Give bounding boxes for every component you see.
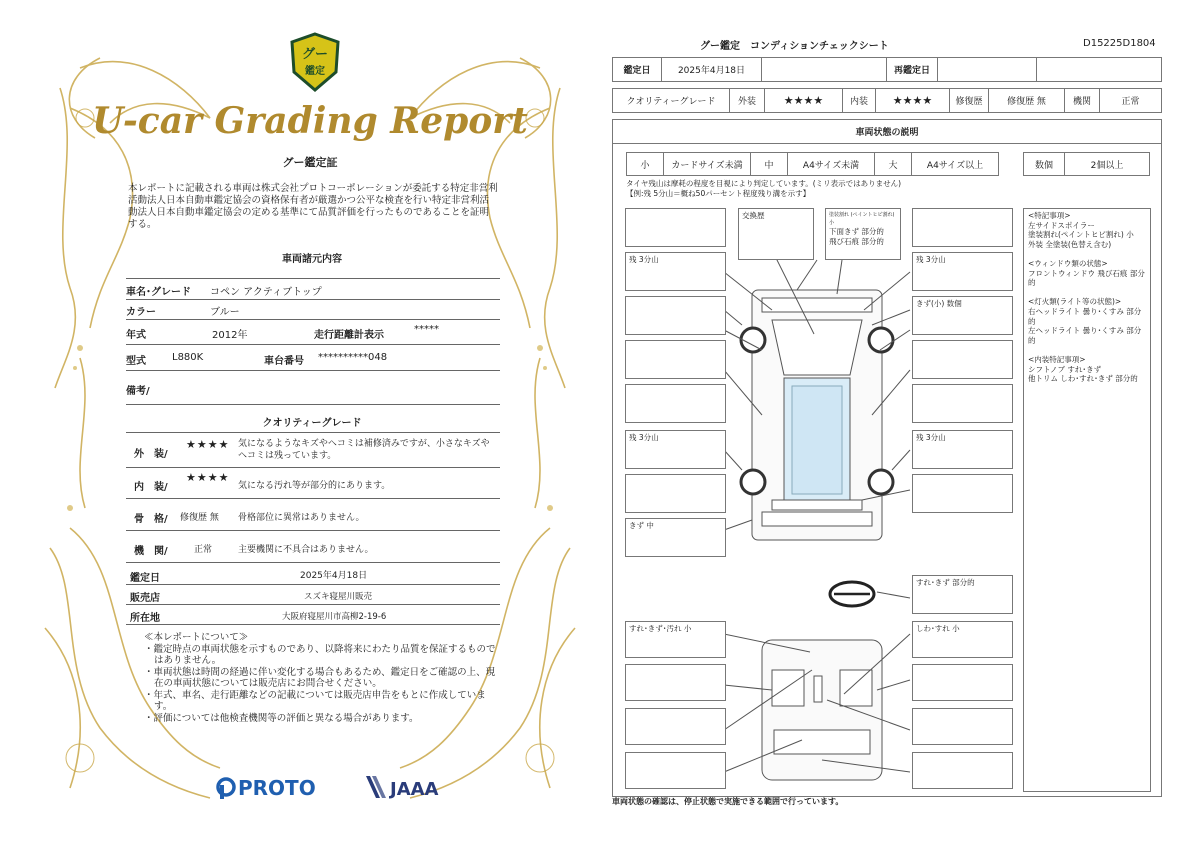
spec-row-color <box>126 299 500 320</box>
special-line: フロントウィンドウ 飛び石痕 部分的 <box>1028 268 1145 288</box>
spec-chassis-label: 車台番号 <box>264 356 304 367</box>
quality-frame-text: 骨格部位に異常はありません。 <box>238 513 365 523</box>
sheet-ext-stars: ★★★★ <box>764 88 843 113</box>
sheet-redate-label: 再鑑定日 <box>886 57 938 82</box>
spec-row-year <box>126 320 500 345</box>
special-line: 塗装割れ(ペイントヒビ割れ) 小 <box>1028 230 1134 240</box>
spec-year-value: 2012年 <box>212 330 248 341</box>
special-notes <box>1023 208 1151 792</box>
box-interior-right-2 <box>912 664 1013 701</box>
report-script-title: U-car Grading Report <box>92 100 528 142</box>
sheet-engine-value: 正常 <box>1099 88 1162 113</box>
special-line: <灯火類(ライト等の状態)> <box>1028 297 1122 307</box>
spec-color-label: カラー <box>126 307 156 318</box>
spec-year-label: 年式 <box>126 330 146 341</box>
quality-row-engine <box>126 532 500 563</box>
report-notes <box>144 632 504 724</box>
proto-logo-text: PROTO <box>238 776 316 800</box>
quality-row-interior <box>126 468 500 499</box>
size-small-label: 小 <box>626 152 664 176</box>
spec-odo-value: ***** <box>414 324 439 335</box>
box-interior-left-3 <box>625 708 726 745</box>
size-count-desc: 2個以上 <box>1064 152 1150 176</box>
box-interior-left: すれ･きず･汚れ 小 <box>625 621 726 658</box>
special-group-windows <box>1028 259 1146 288</box>
dealer-value: スズキ寝屋川販売 <box>304 592 373 602</box>
sheet-engine-label: 機関 <box>1064 88 1100 113</box>
size-small-desc: カードサイズ未満 <box>663 152 751 176</box>
appraisal-date-label: 鑑定日 <box>130 573 160 584</box>
grading-certificate <box>40 28 580 828</box>
note-item: ・車両状態は時間の経過に伴い変化する場合もあるため、鑑定日をご確認の上、現在の車両状態については販売店にお問合せください。 <box>144 666 496 689</box>
quality-frame-label: 骨 格/ <box>134 514 168 525</box>
sheet-title: グー鑑定 コンディションチェックシート <box>700 41 889 52</box>
spec-row-name <box>126 278 500 300</box>
box-left-7 <box>625 474 726 513</box>
special-line: <ウィンドウ類の状態> <box>1028 258 1108 268</box>
special-line: <内装特記事項> <box>1028 354 1086 364</box>
box-top-right <box>825 208 901 260</box>
dealer-label: 販売店 <box>130 593 160 604</box>
size-mid-desc: A4サイズ未満 <box>787 152 875 176</box>
special-line: 他トリム しわ･すれ･きず 部分的 <box>1028 374 1138 384</box>
footer-logos <box>216 772 476 802</box>
box-left-1 <box>625 208 726 247</box>
note-item: ・評価については他検査機関等の評価と異なる場合があります。 <box>144 712 419 724</box>
special-group-interior <box>1028 355 1146 384</box>
size-count-label: 数個 <box>1023 152 1065 176</box>
box-right-scratch-small: きず(小) 数個 <box>912 296 1013 335</box>
footer-note: 車両状態の確認は、停止状態で実施できる範囲で行っています。 <box>612 797 844 806</box>
vehicle-state-title: 車両状態の説明 <box>612 119 1162 144</box>
special-group-lights <box>1028 297 1146 345</box>
sheet-repair-label: 修復歴 <box>949 88 989 113</box>
sheet-int-stars: ★★★★ <box>875 88 950 113</box>
certificate-body: 本レポートに記載される車両は株式会社プロトコーポレーションが委託する特定非営利活動法人日本自動車鑑定協会の資格保有者が厳選かつ公平な検査を行い特定非営利活動法人日本自動車鑑定協会の定める基準にて品質評価を行ったものであることを証明する。 <box>128 183 498 230</box>
sheet-date-blank <box>761 57 887 82</box>
quality-int-stars: ★★★★ <box>186 471 230 484</box>
jaaa-logo-text: JAAA <box>390 779 439 800</box>
box-right-tire-rear: 残 3分山 <box>912 430 1013 469</box>
spec-name-label: 車名･グレード <box>126 287 191 298</box>
quality-ext-text: 気になるようなキズやヘコミは補修済みですが、小さなキズやヘコミは残っています。 <box>238 439 490 461</box>
box-interior-right-4 <box>912 752 1013 789</box>
sheet-date-value: 2025年4月18日 <box>661 57 762 82</box>
spec-model-label: 型式 <box>126 356 146 367</box>
quality-int-text: 気になる汚れ等が部分的にあります。 <box>238 481 391 491</box>
appraisal-date-value: 2025年4月18日 <box>300 571 368 581</box>
size-large-label: 大 <box>874 152 912 176</box>
tire-note-line: タイヤ残山は摩耗の程度を目視により判定しています。(ミリ表示ではありません) <box>626 179 902 188</box>
badge-text-top: グー <box>301 47 329 62</box>
address-label: 所在地 <box>130 613 160 624</box>
specs-title: 車両諸元内容 <box>282 254 342 265</box>
special-line: <特記事項> <box>1028 211 1071 220</box>
quality-engine-value: 正常 <box>194 545 213 555</box>
box-left-tire-rear: 残 3分山 <box>625 430 726 469</box>
box-left-3 <box>625 296 726 335</box>
box-replacement-history: 交換歴 <box>738 208 814 260</box>
sheet-int-label: 内装 <box>842 88 876 113</box>
box-left-4 <box>625 340 726 379</box>
box-interior-left-4 <box>625 752 726 789</box>
spec-row-remarks <box>126 372 500 405</box>
spec-remarks-label: 備考/ <box>126 386 150 397</box>
sheet-repair-value: 修復歴 無 <box>988 88 1065 113</box>
spec-row-model <box>126 346 500 371</box>
sheet-redate-value <box>937 57 1037 82</box>
jaaa-logo-icon <box>366 776 439 800</box>
sheet-ext-label: 外装 <box>729 88 765 113</box>
sheet-date-label: 鑑定日 <box>612 57 662 82</box>
note-item: ・年式、車名、走行距離などの記載については販売店申告をもとに作成しています。 <box>144 689 486 712</box>
quality-title: クオリティーグレード <box>262 418 362 429</box>
quality-ext-stars: ★★★★ <box>186 438 230 451</box>
box-left-5 <box>625 384 726 423</box>
spec-color-value: ブルー <box>210 307 240 318</box>
address-value: 大阪府寝屋川市高柳2-19-6 <box>282 612 387 622</box>
box-interior-right-3 <box>912 708 1013 745</box>
quality-int-label: 内 装/ <box>134 482 168 493</box>
quality-row-exterior <box>126 432 500 468</box>
certificate-heading: グー鑑定証 <box>282 156 338 169</box>
spec-name-value: コペン アクティブトップ <box>210 287 322 298</box>
size-mid-label: 中 <box>750 152 788 176</box>
quality-engine-text: 主要機関に不具合はありません。 <box>238 545 374 555</box>
box-left-scratch: きず 中 <box>625 518 726 557</box>
size-large-desc: A4サイズ以上 <box>911 152 999 176</box>
info-row-dealer <box>126 586 500 605</box>
special-line: 外装 全塗装(色替え含む) <box>1028 239 1112 249</box>
quality-frame-value: 修復歴 無 <box>180 513 219 523</box>
special-line: 左ヘッドライト 曇り･くすみ 部分的 <box>1028 326 1142 345</box>
box-top-right-text: 下面きず 部分的 飛び石痕 部分的 <box>829 227 884 246</box>
tire-note-line: 【例:残 5分山＝概ね50パーセント程度残り溝を示す】 <box>626 188 811 198</box>
quality-engine-label: 機 関/ <box>134 546 168 557</box>
special-line: シフトノブ すれ･きず <box>1028 364 1102 374</box>
special-line: 左サイドスポイラー <box>1028 220 1095 230</box>
box-right-1 <box>912 208 1013 247</box>
quality-ext-label: 外 装/ <box>134 449 168 460</box>
info-row-date <box>126 564 500 585</box>
info-row-address <box>126 606 500 625</box>
quality-row-frame <box>126 500 500 531</box>
sheet-id: D15225D1804 <box>1083 38 1156 49</box>
box-left-tire-front: 残 3分山 <box>625 252 726 291</box>
sheet-quality-label: クオリティーグレード <box>612 88 730 113</box>
notes-title: ≪本レポートについて≫ <box>144 632 249 643</box>
box-right-4 <box>912 340 1013 379</box>
badge-text-bottom: 鑑定 <box>305 66 325 77</box>
special-group-general <box>1028 211 1146 249</box>
box-right-7 <box>912 474 1013 513</box>
box-right-tire-front: 残 3分山 <box>912 252 1013 291</box>
box-right-5 <box>912 384 1013 423</box>
box-steering: すれ･きず 部分的 <box>912 575 1013 614</box>
sheet-redate-blank <box>1036 57 1162 82</box>
proto-logo-icon <box>218 776 316 800</box>
spec-odo-label: 走行距離計表示 <box>314 330 384 341</box>
box-interior-right: しわ･すれ 小 <box>912 621 1013 658</box>
box-top-right-small: 塗装割れ (ペイントヒビ割れ) 小 <box>829 212 895 226</box>
box-interior-left-2 <box>625 664 726 701</box>
tire-note <box>626 179 901 198</box>
spec-model-value: L880K <box>172 352 204 363</box>
goo-appraisal-badge-icon <box>288 32 342 94</box>
note-item: ・鑑定時点の車両状態を示すものであり、以降将来にわたり品質を保証するものではありません。 <box>144 643 496 666</box>
special-line: 右ヘッドライト 曇り･くすみ 部分的 <box>1028 306 1142 326</box>
spec-chassis-value: **********048 <box>318 352 388 363</box>
